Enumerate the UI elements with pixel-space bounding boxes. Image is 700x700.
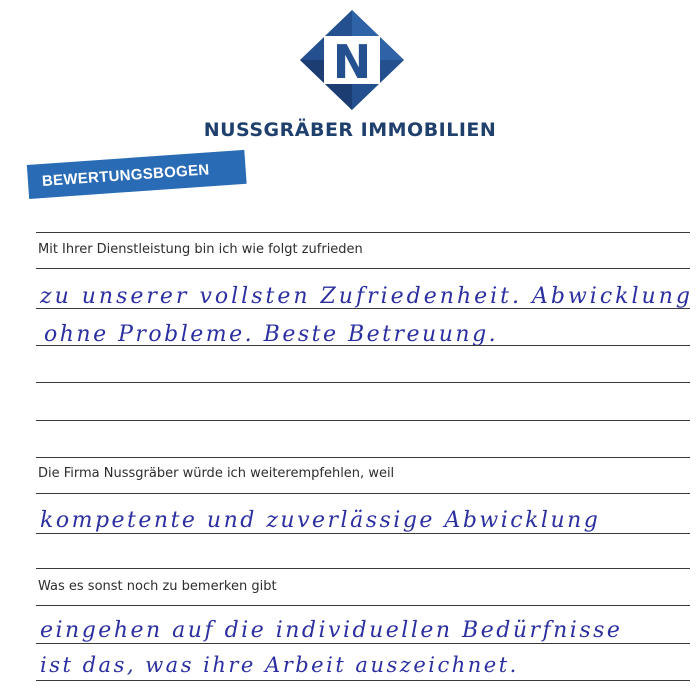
answer-line	[36, 457, 690, 458]
question-satisfaction: Mit Ihrer Dienstleistung bin ich wie folgt zufrieden	[38, 242, 363, 257]
answer-line	[36, 268, 690, 269]
answer-line	[36, 308, 690, 309]
answer-line	[36, 493, 690, 494]
answer-line	[36, 568, 690, 569]
answer-satisfaction-line-1: zu unserer vollsten Zufriedenheit. Abwicklung	[40, 284, 693, 309]
question-remarks: Was es sonst noch zu bemerken gibt	[38, 579, 277, 594]
answer-line	[36, 420, 690, 421]
answer-line	[36, 605, 690, 606]
form-title: BEWERTUNGSBOGEN	[41, 160, 210, 190]
answer-line	[36, 680, 690, 681]
logo-letter: N	[332, 35, 372, 89]
question-recommendation: Die Firma Nussgräber würde ich weiterempfehlen, weil	[38, 466, 395, 481]
answer-line	[36, 533, 690, 534]
answer-line	[36, 345, 690, 346]
answer-recommendation-line-1: kompetente und zuverlässige Abwicklung	[40, 508, 601, 533]
answer-satisfaction-line-2: ohne Probleme. Beste Betreuung.	[44, 322, 499, 347]
answer-line	[36, 643, 690, 644]
answer-remarks-line-1: eingehen auf die individuellen Bedürfnisse	[40, 618, 623, 643]
company-name: NUSSGRÄBER IMMOBILIEN	[203, 119, 497, 141]
divider-line	[36, 232, 690, 233]
answer-line	[36, 382, 690, 383]
nussgraeber-logo-icon	[292, 10, 412, 110]
answer-remarks-line-2: ist das, was ihre Arbeit auszeichnet.	[40, 653, 519, 677]
